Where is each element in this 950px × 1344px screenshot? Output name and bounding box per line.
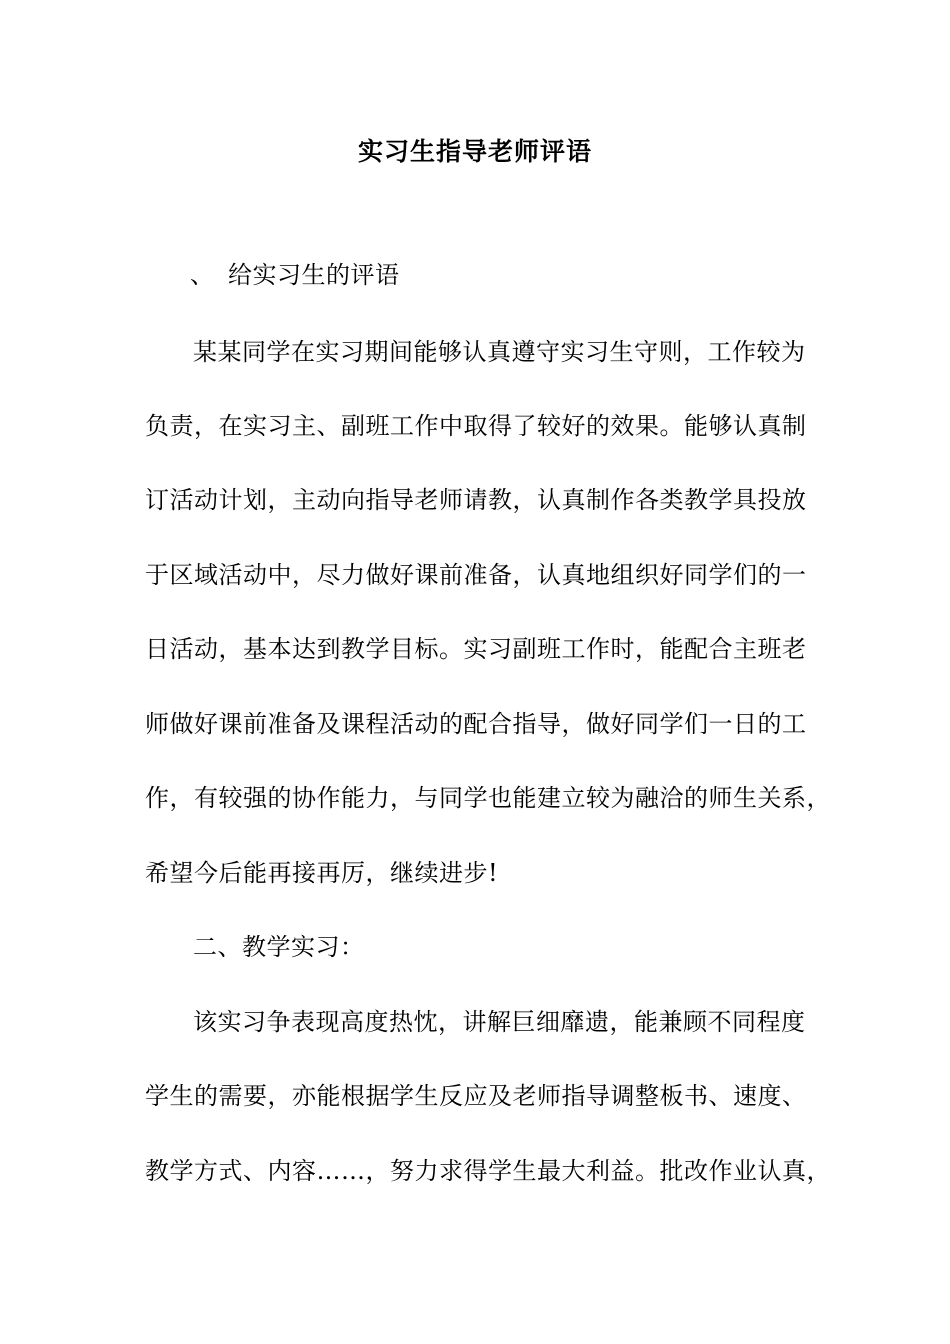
paragraph-line: 师做好课前准备及课程活动的配合指导，做好同学们一日的工 bbox=[145, 710, 807, 738]
section-heading-1 bbox=[190, 255, 870, 295]
document-title: 实习生指导老师评语 bbox=[357, 137, 592, 166]
section-marker: 、 bbox=[190, 261, 215, 289]
paragraph-line: 日活动，基本达到教学目标。实习副班工作时，能配合主班老 bbox=[145, 635, 807, 663]
paragraph-line: 希望今后能再接再厉，继续进步! bbox=[145, 859, 499, 887]
paragraph-line: 学生的需要，亦能根据学生反应及老师指导调整板书、速度、 bbox=[145, 1082, 807, 1110]
section-heading-text: 给实习生的评语 bbox=[228, 261, 400, 289]
paragraph-line: 负责，在实习主、副班工作中取得了较好的效果。能够认真制 bbox=[145, 412, 807, 440]
paragraph-line: 教学方式、内容……，努力求得学生最大利益。批改作业认真， bbox=[145, 1157, 831, 1185]
paragraph-line: 订活动计划，主动向指导老师请教，认真制作各类教学具投放 bbox=[145, 486, 807, 514]
paragraph-line: 于区域活动中，尽力做好课前准备，认真地组织好同学们的一 bbox=[145, 561, 807, 589]
paragraph-line: 作，有较强的协作能力，与同学也能建立较为融洽的师生关系， bbox=[145, 784, 831, 812]
section-heading-2: 二、教学实习： bbox=[193, 933, 365, 961]
paragraph-line: 某某同学在实习期间能够认真遵守实习生守则，工作较为 bbox=[193, 338, 806, 366]
paragraph-line: 该实习争表现高度热忱，讲解巨细靡遗，能兼顾不同程度 bbox=[193, 1008, 806, 1036]
